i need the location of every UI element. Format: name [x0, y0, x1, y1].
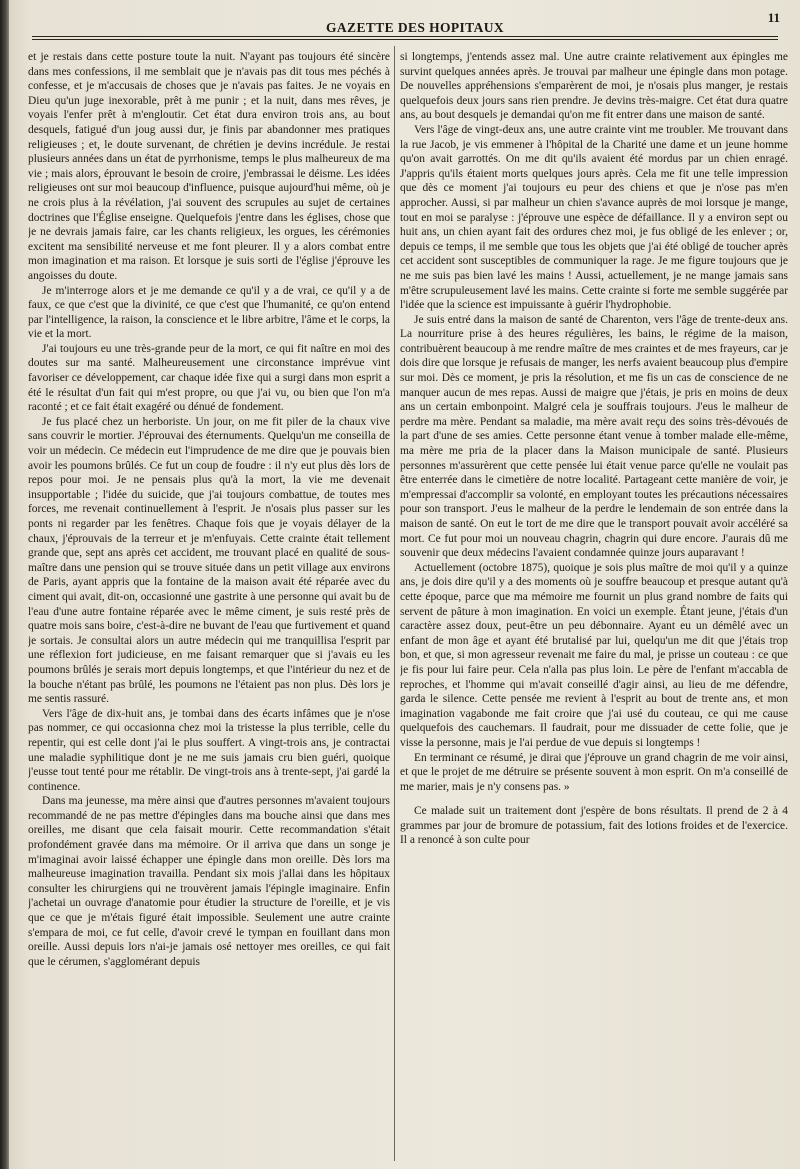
paragraph: Actuellement (octobre 1875), quoique je sois plus maître de moi qu'il y a quinze ans, je dois dire qu'il y a des moments où je souffre beaucoup et presque autant qu'à cette époque, parce que ma mémoire me fournit un plus grand nombre de faits qui servent de pâture à mon imagination. En voici un exemple. Étant jeune, j'étais d'un caractère assez doux, peut-être un peu débonnaire. Ayant eu un démêlé avec un enfant de mon âge et ayant été brutalisé par lui, quelqu'un me dit que j'étais trop bon, et que, si mon agresseur revenait me faire du mal, je prisse un couteau : ce que je fis pour lui faire peur. Cela n'alla pas plus loin. Le père de l'enfant m'accabla de reproches, et l'homme qui m'avait conseillé d'agir ainsi, au lieu de me défendre, garda le silence. Cette pensée me revient à l'esprit au bout de trente ans, et mon imagination vagabonde me fait croire que j'ai usé du couteau, ce qui me cause quelquefois des cauchemars. Il faudrait, pour me dissuader de cette folie, que je visse la personne, mais je l'ai perdue de vue depuis si longtemps !	[400, 561, 788, 749]
left-column	[28, 50, 390, 1162]
running-title: GAZETTE DES HOPITAUX	[326, 20, 505, 35]
paragraph: Vers l'âge de dix-huit ans, je tombai dans des écarts infâmes que je n'ose pas nommer, ce qui occasionna chez moi la tristesse la plus terrible, celle du repentir, qui est celle dont j'ai le plus souffert. A vingt-trois ans, je contractai une maladie syphilitique dont je ne me suis jamais cru bien guéri, quoique j'eusse tout tenté pour me rétablir. De vingt-trois ans à trente-sept, j'ai gardé la continence.	[28, 707, 390, 793]
paragraph: Vers l'âge de vingt-deux ans, une autre crainte vint me troubler. Me trouvant dans la rue Jacob, je vis emmener à l'hôpital de la Charité une dame et un jeune homme qu'on avait garrottés. On me dit qu'ils avaient été mordus par un chien enragé. J'appris qu'ils étaient morts quelques jours après. Cela me fit une telle impression que dès ce moment j'ai toujours eu peur des chiens et que je n'ose pas m'en approcher. Aussi, si par malheur un chien s'avance auprès de moi lorsque je mange, tout en moi se paralyse : j'éprouve une espèce de défaillance. Il y a environ sept ou huit ans, un chien ayant fait des ordures chez moi, je fus obligé de les enlever ; or, depuis ce temps, il me semble que tous les objets que j'ai été obligé de toucher après cet accident sont susceptibles de communiquer la rage. Je me figure toujours que je ne me suis pas bien lavé les mains ! Aussi, actuellement, je ne mange jamais sans m'être scrupuleusement lavé les mains. Cette crainte si forte me semble suggérée par l'idée que la science est impuissante à guérir l'hydrophobie.	[400, 123, 788, 312]
paragraph: Dans ma jeunesse, ma mère ainsi que d'autres personnes m'avaient toujours recommandé de ne pas mettre d'épingles dans ma bouche ainsi que dans mes oreilles, me disant que cela faisait mourir. Cette recommandation s'était profondément gravée dans ma mémoire. Or il arriva que dans un songe je m'imaginai avoir laissé échapper une épingle dans mon oreille. Dès lors ma malheureuse imagination travailla. Pendant six mois j'allai dans les hôpitaux consulter les chirurgiens qui ne trouvèrent jamais l'épingle imaginaire. Enfin j'achetai un ouvrage d'anatomie pour étudier la structure de l'oreille, et je vis que ce que je m'étais figuré était impossible. Seulement une autre crainte s'empara de moi, ce fut celle, d'avoir crevé le tympan en fouillant dans mon oreille. Aussi depuis lors n'ai-je jamais osé nettoyer mes oreilles, ce qui fait que le cérumen, s'agglomérant depuis	[28, 795, 390, 968]
paragraph: En terminant ce résumé, je dirai que j'éprouve un grand chagrin de me voir ainsi, et que le projet de me détruire se présente souvent à mon esprit. On m'a conseillé de me marier, mais je n'y consens pas. »	[400, 751, 788, 793]
paragraph: J'ai toujours eu une très-grande peur de la mort, ce qui fit naître en moi des doutes sur ma santé. Malheureusement une circonstance imprévue vint favoriser ce développement, car chaque idée fixe qui a surgi dans mon esprit a été le résultat d'un fait qui m'est propre, ou que j'ai vu, ou bien que l'on m'a raconté ; et ce fait était exagéré ou dénué de fondement.	[28, 342, 390, 414]
page-header	[10, 8, 792, 42]
page-number: 11	[767, 10, 780, 25]
binding-edge	[0, 0, 9, 1169]
paragraph: Je fus placé chez un herboriste. Un jour, on me fit piler de la chaux vive sans couvrir le mortier. J'éprouvai des éternuments. Quelqu'un me conseilla de voir un médecin. Ce médecin eut l'imprudence de me dire que je pouvais bien avoir les poumons brûlés. Ce fut un coup de foudre : il n'y eut plus dès lors de repos pour moi. Je ne pensais plus qu'à la mort, la vie me devenait insupportable ; l'idée du suicide, que j'ai toujours combattue, de toutes mes forces, me revenait continuellement à l'esprit. Je n'osais plus passer sur les ponts ni regarder par les fenêtres. Chaque fois que je voyais délayer de la chaux, j'éprouvais de la terreur et je m'enfuyais. Cette crainte était tellement grande que, sept ans après cet accident, me trouvant placé en qualité de sous-maître dans une pension qui se trouve située dans un petit village aux environs de Paris, ayant appris que la fontaine de la maison avait été réparée avec du ciment qui avait, dit-on, occasionné une gastrite à une personne qui avait bu de l'eau d'une autre fontaine réparée avec le même ciment, je suis resté près de quatre mois sans boire, c'est-à-dire ne buvant de l'eau que furtivement et quand je sortais. Je consultai alors un autre médecin qui me tranquillisa l'esprit par une réflexion fort judicieuse, en me faisant remarquer que si j'avais eu les poumons brûlés je serais mort depuis longtemps, et que l'intérieur du nez et de la bouche n'étant pas brûlé, les poumons ne l'étaient pas non plus. Dès lors je me sentis rassuré.	[28, 415, 390, 706]
paragraph: et je restais dans cette posture toute la nuit. N'ayant pas toujours été sincère dans mes confessions, il me semblait que je n'avais pas dit tous mes péchés à confesse, et je m'accusais de choses que je n'avais pas faites. Je ne voyais en Dieu qu'un juge inexorable, prêt à me punir ; et la nuit, dans mes rêves, je voyais l'enfer prêt à m'engloutir. Cet état dura environ trois ans, au bout desquels, fatigué d'un joug aussi dur, je finis par abandonner mes pratiques religieuses ; et, le doute survenant, de chrétien je devins incrédule. Je restai plusieurs années dans un état de pyrrhonisme, temps le plus malheureux de ma vie ; mais alors, éprouvant le besoin de croire, j'embrassai le déisme. Les idées religieuses ont sur moi beaucoup d'influence, puisque aujourd'hui même, où je ne crois plus à la révélation, j'ai souvent des scrupules au sujet de certaines doctrines que l'Église enseigne. Quelquefois j'entre dans les églises, chose que je ne devrais jamais faire, car les chants religieux, les orgues, les cérémonies excitent ma sensibilité nerveuse et me font pleurer. Il y a alors combat entre mon imagination et ma raison. Et lorsque je suis sorti de l'église j'éprouve les angoisses du doute.	[28, 51, 390, 282]
paragraph: si longtemps, j'entends assez mal. Une autre crainte relativement aux épingles me survint quelques années après. Je trouvai par malheur une épingle dans mon potage. De nouvelles appréhensions s'emparèrent de moi, je n'osais plus manger, je restais quelquefois deux jours sans rien prendre. Je devins très-maigre. Cet état dura quatre ans, au bout desquels je demandai qu'on me fit entrer dans une maison de santé.	[400, 51, 788, 122]
right-column	[400, 50, 788, 1162]
header-rule	[32, 36, 778, 40]
section-gap	[400, 794, 788, 804]
column-divider	[394, 46, 395, 1161]
paragraph: Je m'interroge alors et je me demande ce qu'il y a de vrai, ce qu'il y a de faux, ce que c'est que la divinité, ce que c'est que l'humanité, ce qu'on entend par l'intelligence, la raison, la conscience et le libre arbitre, l'âme et le corps, la vie et la mort.	[28, 284, 390, 341]
paragraph: Ce malade suit un traitement dont j'espère de bons résultats. Il prend de 2 à 4 grammes par jour de bromure de potassium, fait des lotions froides et de l'exercice. Il a renoncé à son culte pour	[400, 805, 788, 847]
paragraph: Je suis entré dans la maison de santé de Charenton, vers l'âge de trente-deux ans. La nourriture prise à des heures régulières, les bains, le régime de la maison, contribuèrent beaucoup à me rendre maître de mes craintes et de mes frayeurs, car je dois dire que lorsque je refusais de manger, les nerfs avaient beaucoup plus d'empire sur moi. Dès ce moment, je pris la résolution, et me fis un cas de conscience de ne manquer aucun de mes repas. Aussi de maigre que j'étais, je pris en moins de deux ans un certain embonpoint. Malgré cela je souffrais toujours. J'eus le malheur de perdre ma mère. Pendant sa maladie, ma mère avait reçu des soins très-dévoués de la part d'une de ses amies. Cette personne étant venue à tomber malade elle-même, ma mère me pria de la placer dans la Maison municipale de santé. Plusieurs personnes m'assurèrent que cette pensée lui était venue parce qu'elle ne voulait pas être enterrée dans le cimetière de notre localité. Partageant cette manière de voir, je m'empressai d'accomplir sa volonté, en employant toutes les précautions nécessaires pour son transport. J'eus le malheur de la perdre le lendemain de son entrée dans la maison de santé. On eut le tort de me dire que le transport pouvait avoir accéléré sa mort. Ce fut pour moi un nouveau chagrin, chagrin qui dure encore. J'aurais dû me souvenir que deux médecins l'avaient condamnée quinze jours auparavant !	[400, 313, 788, 560]
